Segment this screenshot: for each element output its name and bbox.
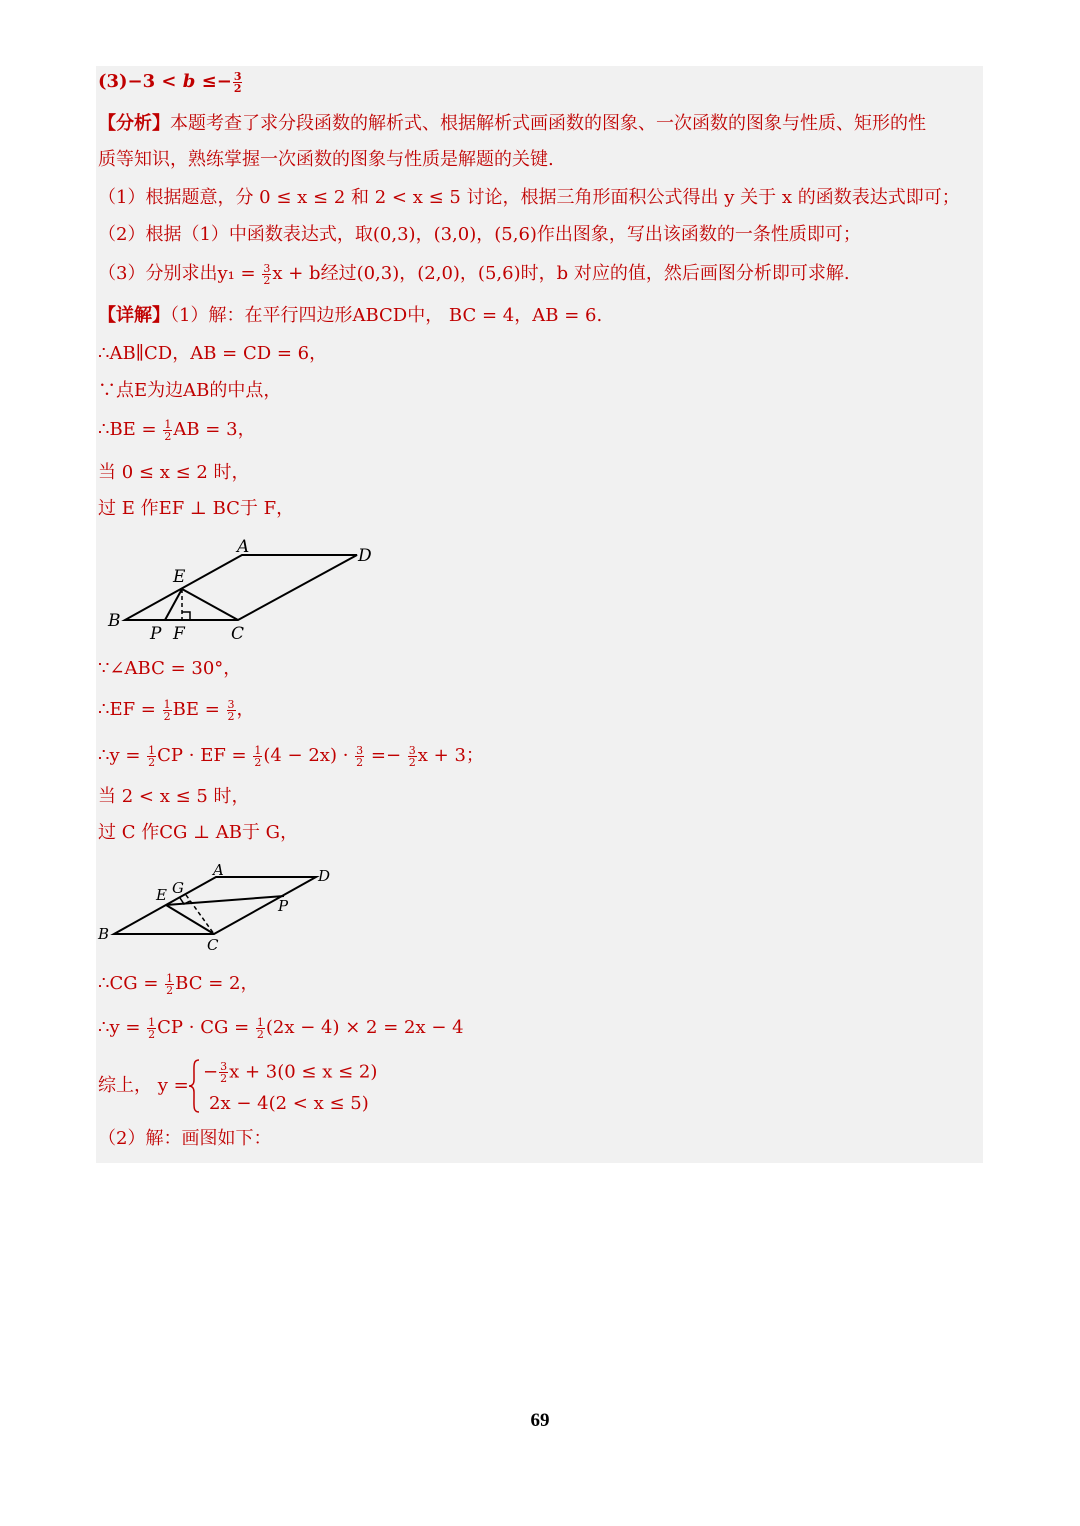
- label-d: D: [358, 546, 372, 566]
- label-d: D: [318, 867, 331, 885]
- label-a: A: [213, 861, 224, 879]
- label-a: A: [237, 537, 250, 557]
- case-2-condition: 当 2 < x ≤ 5 时，: [98, 786, 250, 807]
- part-2-heading: （2）解：画图如下：: [98, 1128, 272, 1149]
- hint-1: （1）根据题意，分 0 ≤ x ≤ 2 和 2 < x ≤ 5 讨论，根据三角形面积公式得出 y 关于 x 的函数表达式即可；: [98, 187, 960, 208]
- step-be: ∴BE = $\frac{1}{2}$ AB = 3，: [98, 417, 256, 443]
- solution-tag: 【详解】: [98, 305, 170, 326]
- fraction: $\frac{3}{2}$: [408, 743, 416, 769]
- fraction: $\frac{3}{2}$: [233, 69, 242, 95]
- piecewise-case-1: − $\frac{3}{2}$ x + 3(0 ≤ x ≤ 2): [203, 1060, 378, 1085]
- label-p: P: [150, 624, 162, 644]
- brace-icon: [187, 1058, 201, 1114]
- case-1-construction: 过 E 作EF ⊥ BC于 F，: [98, 498, 295, 519]
- step-parallel: ∴AB∥CD，AB = CD = 6，: [98, 343, 328, 364]
- fraction: $\frac{3}{2}$: [356, 743, 364, 769]
- parallelogram-figure-2: [94, 860, 344, 955]
- fraction: $\frac{1}{2}$: [256, 1015, 264, 1041]
- hint-3: （3）分别求出y₁ = $\frac{3}{2}$ x + b经过(0,3)，(2,0)，(5,6)时，b 对应的值，然后画图分析即可求解.: [98, 261, 850, 287]
- fraction: $\frac{3}{2}$: [227, 697, 235, 723]
- label-c: C: [231, 624, 245, 644]
- summary-label: 综上， y =: [98, 1075, 189, 1096]
- analysis-tag: 【分析】: [98, 113, 170, 134]
- text: ≤−: [195, 71, 232, 92]
- label-f: F: [173, 624, 185, 644]
- step-midpoint: ∵点E为边AB的中点，: [98, 380, 282, 401]
- analysis-line-2: 质等知识，熟练掌握一次函数的图象与性质是解题的关键.: [98, 149, 554, 170]
- text: (3)−3 <: [98, 71, 183, 92]
- solution-intro: 【详解】（1）解：在平行四边形ABCD中， BC = 4，AB = 6.: [98, 305, 603, 326]
- case-2-formula: ∴y = $\frac{1}{2}$ CP · CG = $\frac{1}{2}$ (2x − 4) × 2 = 2x − 4: [98, 1015, 464, 1041]
- case-1-condition: 当 0 ≤ x ≤ 2 时，: [98, 462, 250, 483]
- case-1-formula: ∴y = $\frac{1}{2}$ CP · EF = $\frac{1}{2}$ (4 − 2x) · $\frac{3}{2}$ =− $\frac{3}{2}$ x + 3；: [98, 743, 484, 769]
- fraction: $\frac{1}{2}$: [163, 697, 171, 723]
- parallelogram-figure-1: [100, 536, 390, 646]
- fraction: $\frac{1}{2}$: [148, 1015, 156, 1041]
- page-number: 69: [530, 1410, 550, 1431]
- piecewise-case-2: 2x − 4(2 < x ≤ 5): [209, 1093, 369, 1114]
- label-p: P: [278, 897, 289, 915]
- label-c: C: [207, 936, 219, 954]
- fraction: $\frac{1}{2}$: [166, 971, 174, 997]
- label-e: E: [173, 567, 186, 587]
- hint-2: （2）根据（1）中函数表达式，取(0,3)，(3,0)，(5,6)作出图象，写出该函数的一条性质即可；: [98, 224, 861, 245]
- label-g: G: [172, 879, 184, 897]
- analysis-line-1: [98, 112, 926, 136]
- fraction: $\frac{3}{2}$: [220, 1060, 228, 1085]
- fraction: $\frac{1}{2}$: [164, 417, 172, 443]
- step-ef: ∴EF = $\frac{1}{2}$ BE = $\frac{3}{2}$ ，: [98, 697, 255, 723]
- fraction: $\frac{1}{2}$: [148, 743, 156, 769]
- label-b: B: [98, 925, 110, 943]
- text: b: [182, 71, 196, 92]
- step-cg: ∴CG = $\frac{1}{2}$ BC = 2，: [98, 971, 259, 997]
- text: 本题考查了求分段函数的解析式、根据解析式画函数的图象、一次函数的图象与性质、矩形的性: [170, 113, 926, 134]
- answer-part-3-line: [98, 70, 243, 94]
- fraction: $\frac{3}{2}$: [263, 261, 271, 287]
- label-e: E: [156, 886, 167, 904]
- case-2-construction: 过 C 作CG ⊥ AB于 G，: [98, 822, 299, 843]
- label-b: B: [108, 611, 121, 631]
- fraction: $\frac{1}{2}$: [254, 743, 262, 769]
- angle-given: ∵∠ABC = 30°，: [98, 658, 242, 679]
